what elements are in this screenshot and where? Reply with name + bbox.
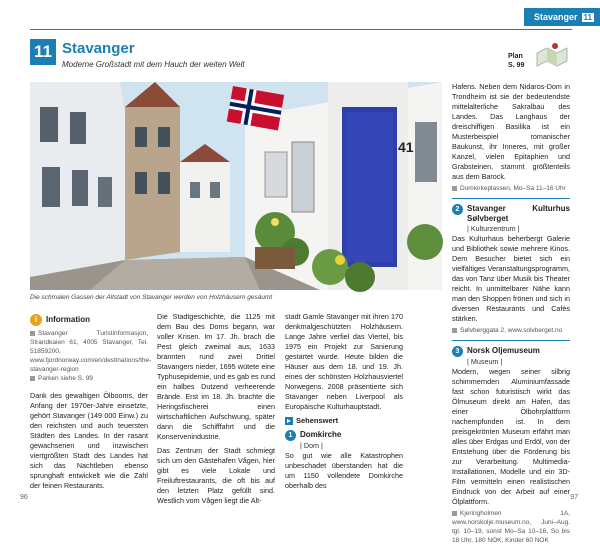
info-heading [30,314,148,326]
section-tab-number: 11 [583,12,592,22]
center-paragraph: Das Zentrum der Stadt schmiegt sich um den Gästehafen Vågen, hier gibt es viele Lokale und Freiluftrestaurants, die oft bis auf den letzten Platz gefüllt sind. Westlich vom Vågen liegt die Alt- [157,446,275,505]
sights-heading: Sehenswert [285,416,403,426]
plan-reference[interactable] [508,52,524,70]
sight-name: Norsk Oljemuseum [467,346,540,355]
info-address: Stavanger Turistinformasjon, Strandkaien 61, 4005 Stavanger, Tel. 51859200, www.fjordnorway.com/en/destinations/the-stavanger-region [30,330,152,373]
sight-category: | Kulturzentrum | [467,224,520,233]
bullet-square-icon [30,331,35,336]
plan-label: Plan [508,53,523,60]
street-photo [30,82,442,290]
sight-category: | Dom | [300,441,323,450]
map-icon[interactable] [535,45,569,69]
house-number: 41 [398,139,414,155]
sight-description: Das Kulturhaus beherbergt Galerie und Bibliothek sowie mehrere Kinos. Dem Besucher bietet sich ein vielfältiges Veranstaltungsprogramm, das von Tanz über Musik bis Theater reicht. In unmittelbarer Nähe kann man den Shoppen frönen und sich in diversen Restaurants und Cafés stärken. [452,234,570,323]
sight-domkirche[interactable] [285,430,403,441]
divider [452,340,570,341]
sight-number: 1 [285,430,296,441]
sight-name: Stavanger Kulturhus Sølvberget [467,204,570,223]
history-column [157,312,275,510]
domkirche-continued: Hafens. Neben dem Nidaros-Dom in Trondheim ist sie der bedeutendste mittelalterliche Sakralbau des Landes. Das Langhaus der dreischiffigen Basilika ist ein Musterbeispiel romanischer Baukunst, ihr Inneres, mit großer Kanzel, vielen Epitaphien und Grabsteinen, stammt größtenteils aus dem Barock. [452,82,570,181]
info-heading-label: Information [46,315,90,324]
plan-page: S. 99 [508,62,525,69]
sight-number: 3 [452,346,463,357]
sight-number: 2 [452,204,463,215]
sight-description: So gut wie alle Katastrophen unbeschadet überstanden hat die um 1150 vollendete Domkirche oberhalb des [285,451,403,490]
bullet-square-icon [452,511,457,516]
oldtown-paragraph: stadt Gamle Stavanger mit ihren 170 denkmalgeschützten Holzhäusern. Lange Jahre verfiel das Viertel, bis 1975 ein Projekt zur Sanierung gestartet wurde. Heute bilden die Häuser aus dem 18. und 19. Jh. eines der schönsten Holzhausviertel Norwegens. 2008 präsentierte sich Stavanger neben Liverpool als Europäische Kulturhauptstadt. [285,312,403,411]
oljemuseum-meta: Kjeringholmen 1A, www.norskolje.museum.no, Juni–Aug. tgl. 10–19, sonst Mo–Sa 10–16, So bis 18 Uhr, 180 NOK, Kinder 60 NOK [452,510,570,544]
divider [452,198,570,199]
bullet-square-icon [452,186,457,191]
section-tab [524,8,600,26]
page-number-right: 97 [570,494,578,501]
page-title: Stavanger [62,40,135,57]
photo-caption: Die schmalen Gassen der Altstadt von Stavanger werden von Holzhäusern gesäumt [30,294,273,301]
info-column [30,314,152,495]
sight-category: | Museum | [467,357,503,366]
oldtown-column [285,312,403,495]
header-rule [30,29,572,30]
info-parking: Parken siehe S. 99 [30,374,148,383]
history-paragraph: Die Stadtgeschichte, die 1125 mit dem Bau des Doms begann, war voller Krisen. Im 17. Jh. brach die Pest gleich zweimal aus, 1633 brannten rund zwei Drittel Stavangers nieder, 1695 wütete eine Typhusepidemie, und es gab es rund ein halbes Dutzend verheerende Brände. Erst im 18. Jh. brachte die Heringsfischerei einen wirtschaftlichen Aufschwung, später dann die Schifffahrt und die Konservenindustrie. [157,312,275,441]
info-icon: i [30,314,42,326]
sight-oljemuseum[interactable] [452,346,570,357]
sights-column [452,82,570,545]
kulturhus-meta: Sølvberggata 2, www.solvberget.no [452,326,570,335]
intro-paragraph: Dank des gewaltigen Ölbooms, der Anfang der 1970er-Jahre einsetzte, gehört Stavanger (149 000 Einw.) zu den reichsten und auch teuersten Städten des Landes. In der rasant gewachsenen und inzwischen viertgrößten Stadt des Landes hat sich das Nachtleben ebenso sprunghaft entwickelt wie die Zahl der feinen Restaurants. [30,391,148,490]
bullet-square-icon [452,328,457,333]
section-tab-label: Stavanger [534,12,578,22]
sight-kulturhus[interactable] [452,204,570,224]
page-number-left: 96 [20,494,28,501]
domkirche-meta: Domkirkeplassen, Mo–Sa 11–16 Uhr [452,184,570,193]
sight-description: Modern, wegen seiner silbrig schimmernden Aluminiumfassade fast schon futuristisch wirkt das Ölmuseum direkt am Hafen, das einer Ölbohrplattform nachempfunden ist. In dem preisgekrönten Museum erfährt man alles über Erdgas und Erdöl, von der Entstehung über die Förderung bis zur Verarbeitung. Multimedia-Installationen, Modelle und ein 3D-Film vermitteln einen realistischen Eindruck von der Arbeit auf einer Ölplattform. [452,367,570,506]
sight-name: Domkirche [300,430,342,439]
chapter-number: 11 [30,39,56,65]
arrow-right-icon [285,417,293,425]
bullet-square-icon [30,376,35,381]
page-subtitle: Moderne Großstadt mit dem Hauch der weiten Welt [62,60,245,69]
